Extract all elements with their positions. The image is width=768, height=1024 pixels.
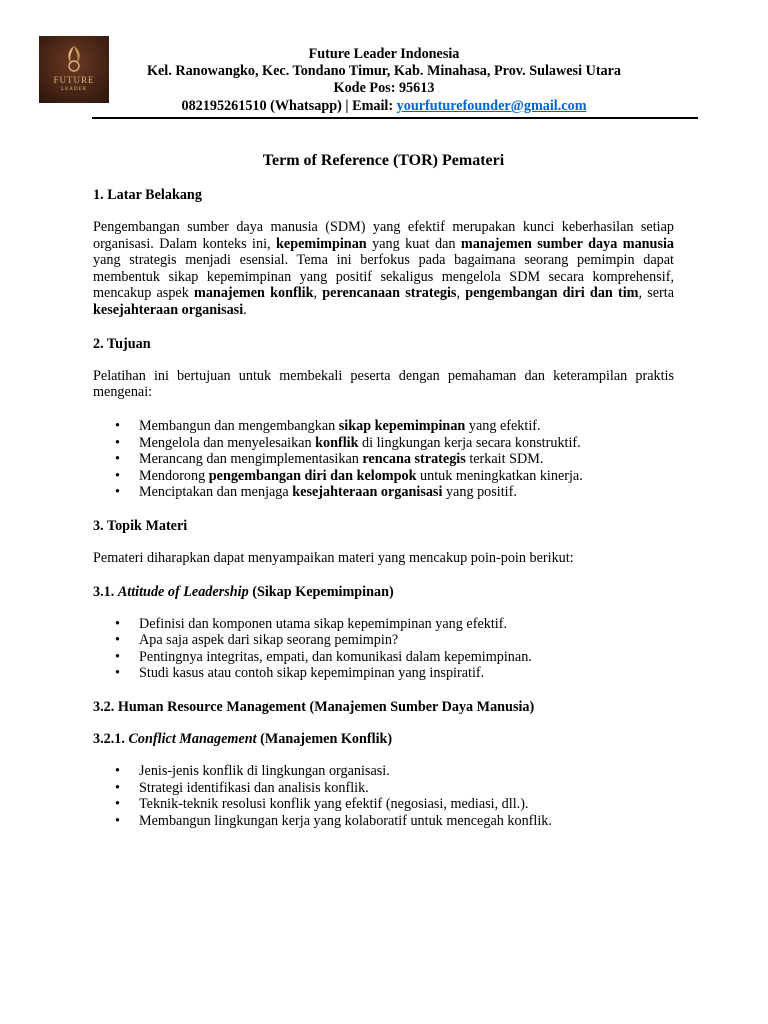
logo-wordmark: FUTURE [53, 75, 95, 85]
list-item: • Membangun dan mengembangkan sikap kepemimpinan yang efektif. [93, 418, 674, 435]
phone-text: 082195261510 (Whatsapp) | Email: [181, 97, 397, 114]
document-title: Term of Reference (TOR) Pemateri [262, 152, 505, 169]
subsection-heading-attitude: 3.1. Attitude of Leadership (Sikap Kepemimpinan) [93, 583, 394, 600]
list-item: • Mendorong pengembangan diri dan kelompok untuk meningkatkan kinerja. [93, 468, 674, 485]
list-item: • Studi kasus atau contoh sikap kepemimpinan yang inspiratif. [93, 665, 674, 682]
conflict-list [93, 763, 674, 829]
letterhead-divider [92, 117, 698, 119]
section-heading-topik-materi: 3. Topik Materi [93, 517, 188, 534]
postal-code: Kode Pos: 95613 [333, 80, 435, 97]
attitude-list [93, 616, 674, 682]
logo-emblem-icon [58, 44, 90, 74]
org-address: Kel. Ranowangko, Kec. Tondano Timur, Kab. Minahasa, Prov. Sulawesi Utara [146, 63, 622, 80]
document-body [93, 151, 674, 847]
list-item: • Jenis-jenis konflik di lingkungan organisasi. [93, 763, 674, 780]
tujuan-intro: Pelatihan ini bertujuan untuk membekali peserta dengan pemahaman dan keterampilan praktis mengenai: [93, 367, 674, 401]
list-item: • Merancang dan mengimplementasikan rencana strategis terkait SDM. [93, 451, 674, 468]
list-item: • Membangun lingkungan kerja yang kolaboratif untuk mencegah konflik. [93, 813, 674, 830]
list-item: • Apa saja aspek dari sikap seorang pemimpin? [93, 632, 674, 649]
list-item: • Teknik-teknik resolusi konflik yang efektif (negosiasi, mediasi, dll.). [93, 796, 674, 813]
tujuan-list [93, 418, 674, 501]
list-item: • Pentingnya integritas, empati, dan komunikasi dalam kepemimpinan. [93, 649, 674, 666]
list-item: • Menciptakan dan menjaga kesejahteraan organisasi yang positif. [93, 484, 674, 501]
email-link[interactable]: yourfuturefounder@gmail.com [396, 97, 587, 114]
organization-logo [39, 36, 109, 103]
letterhead [110, 46, 658, 115]
section-heading-tujuan: 2. Tujuan [93, 335, 151, 352]
topik-intro: Pemateri diharapkan dapat menyampaikan materi yang mencakup poin-poin berikut: [93, 550, 574, 566]
list-item: • Mengelola dan menyelesaikan konflik di lingkungan kerja secara konstruktif. [93, 435, 674, 452]
latar-belakang-paragraph: Pengembangan sumber daya manusia (SDM) yang efektif merupakan kunci keberhasilan setiap organisasi. Dalam konteks ini, kepemimpinan yang kuat dan manajemen sumber daya manusia yang strategis menjadi esensial. Tema ini berfokus pada bagaimana seorang pemimpin dapat membentuk sikap kepemimpinan yang positif sekaligus mengelola SDM secara komprehensif, mencakup aspek manajemen konflik, perencanaan strategis, pengembangan diri dan tim, serta kesejahteraan organisasi. [93, 219, 675, 319]
org-name: Future Leader Indonesia [308, 46, 460, 62]
list-item: • Definisi dan komponen utama sikap kepemimpinan yang efektif. [93, 616, 674, 633]
logo-subword: LEADER [61, 87, 87, 92]
section-heading-latar-belakang: 1. Latar Belakang [93, 187, 202, 203]
subsection-heading-conflict: 3.2.1. Conflict Management (Manajemen Konflik) [93, 731, 393, 748]
list-item: • Strategi identifikasi dan analisis konflik. [93, 780, 674, 797]
subsection-heading-hrm: 3.2. Human Resource Management (Manajemen Sumber Daya Manusia) [93, 699, 535, 716]
contact-line [110, 98, 658, 115]
